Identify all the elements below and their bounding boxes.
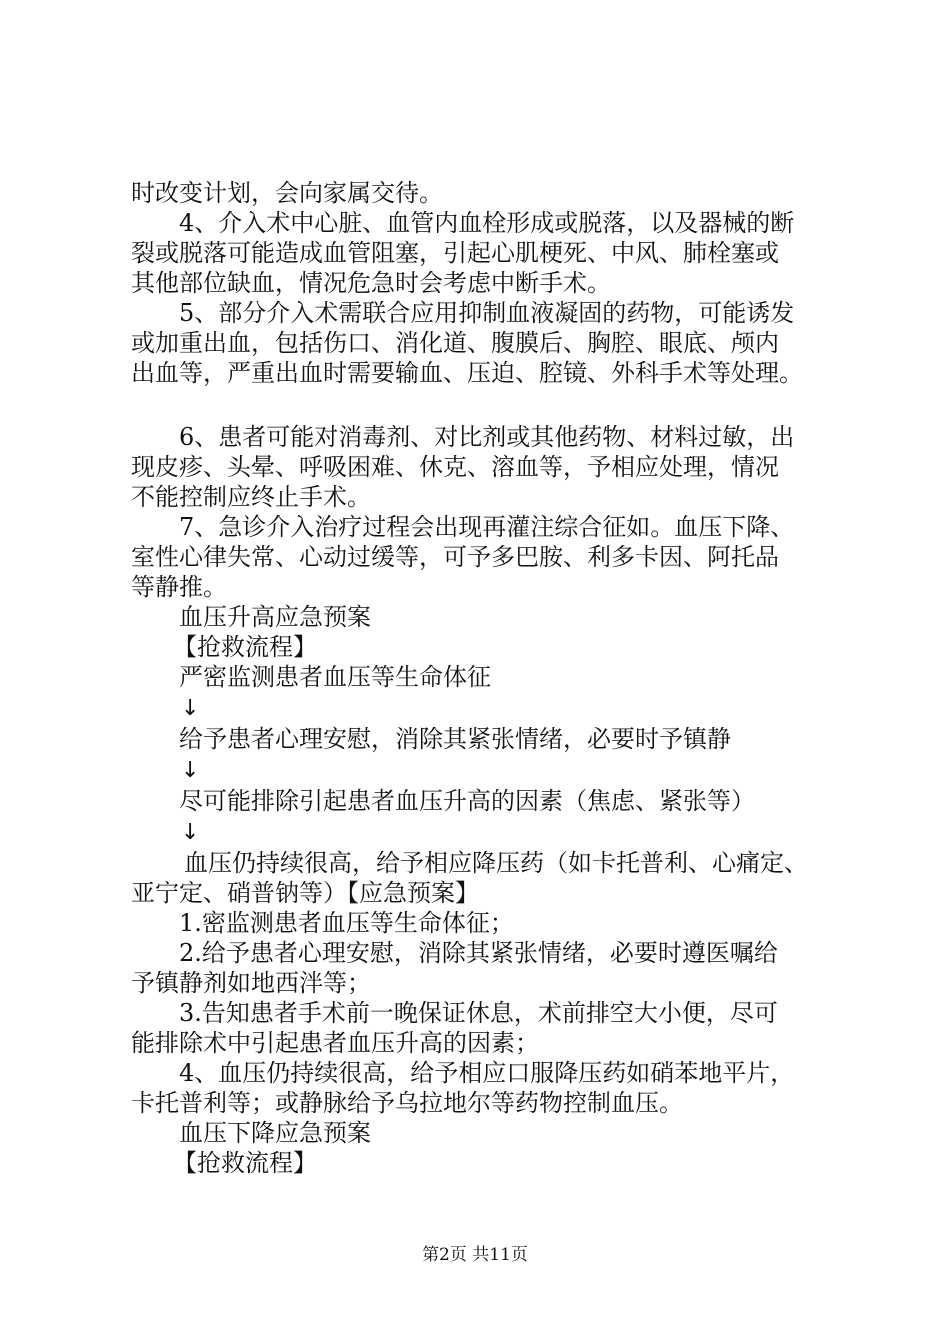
- flow-step: 严密监测患者血压等生命体征: [179, 663, 491, 691]
- text-line: 5、部分介入术需联合应用抑制血液凝固的药物，可能诱发: [179, 299, 795, 327]
- text-line: 6、患者可能对消毒剂、对比剂或其他药物、材料过敏，出: [179, 423, 795, 451]
- text-line: 4、血压仍持续很高，给予相应口服降压药如硝苯地平片，: [179, 1059, 795, 1087]
- section-subheading: 【抢救流程】: [173, 1149, 317, 1177]
- section-subheading: 【抢救流程】: [173, 633, 317, 661]
- text-line: 室性心律失常、心动过缓等，可予多巴胺、利多卡因、阿托品: [131, 543, 779, 571]
- text-line: 予镇静剂如地西泮等；: [131, 969, 371, 997]
- section-heading: 血压升高应急预案: [179, 603, 371, 631]
- text-line: 出血等，严重出血时需要输血、压迫、腔镜、外科手术等处理。: [131, 359, 803, 387]
- section-heading: 血压下降应急预案: [179, 1119, 371, 1147]
- text-line: 3.告知患者手术前一晚保证休息，术前排空大小便，尽可: [179, 999, 778, 1027]
- text-line: 2.给予患者心理安慰，消除其紧张情绪，必要时遵医嘱给: [179, 939, 778, 967]
- flow-step: 尽可能排除引起患者血压升高的因素（焦虑、紧张等）: [179, 787, 755, 815]
- flow-step: 给予患者心理安慰，消除其紧张情绪，必要时予镇静: [179, 725, 731, 753]
- text-line: 现皮疹、头晕、呼吸困难、休克、溶血等，予相应处理，情况: [131, 453, 779, 481]
- text-line: 4、介入术中心脏、血管内血栓形成或脱落，以及器械的断: [179, 209, 795, 237]
- text-line: 裂或脱落可能造成血管阻塞，引起心肌梗死、中风、肺栓塞或: [131, 239, 779, 267]
- text-line: 亚宁定、硝普钠等）【应急预案】: [131, 879, 479, 907]
- down-arrow-icon: ↓: [181, 758, 200, 783]
- text-line: 不能控制应终止手术。: [131, 483, 371, 511]
- text-line: 时改变计划，会向家属交待。: [131, 179, 443, 207]
- flow-step: 血压仍持续很高，给予相应降压药（如卡托普利、心痛定、: [184, 849, 808, 877]
- page-number-footer: 第2页 共11页: [422, 1245, 528, 1265]
- text-line: 能排除术中引起患者血压升高的因素；: [131, 1029, 539, 1057]
- text-line: 或加重出血，包括伤口、消化道、腹膜后、胸腔、眼底、颅内: [131, 329, 779, 357]
- text-line: 等静推。: [131, 573, 227, 601]
- down-arrow-icon: ↓: [181, 820, 200, 845]
- down-arrow-icon: ↓: [181, 696, 200, 721]
- text-line: 1.密监测患者血压等生命体征；: [179, 909, 514, 937]
- text-line: 7、急诊介入治疗过程会出现再灌注综合征如。血压下降、: [179, 513, 795, 541]
- text-line: 其他部位缺血，情况危急时会考虑中断手术。: [131, 269, 611, 297]
- text-line: 卡托普利等；或静脉给予乌拉地尔等药物控制血压。: [131, 1089, 683, 1117]
